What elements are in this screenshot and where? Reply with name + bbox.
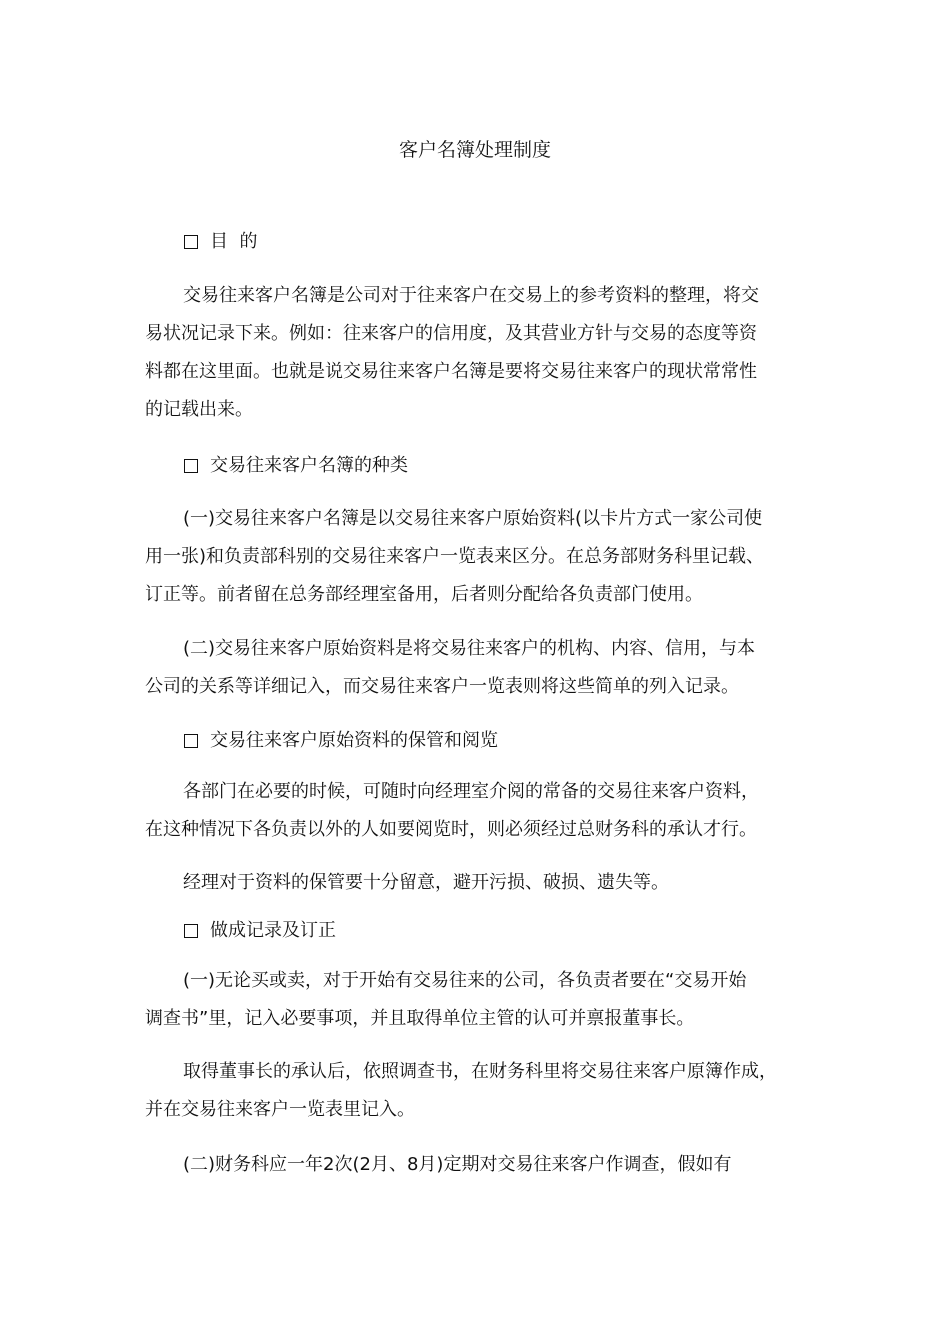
paragraph-line: (二)财务科应一年2次(2月、8月)定期对交易往来客户作调查，假如有: [183, 1154, 732, 1175]
checkbox-square-icon: [184, 734, 198, 748]
section-heading-storage: [184, 729, 498, 753]
checkbox-square-icon: [184, 924, 198, 938]
paragraph-line: 用一张)和负责部科别的交易往来客户一览表来区分。在总务部财务科里记载、: [145, 546, 765, 567]
section-heading-label: 做成记录及订正: [210, 920, 336, 941]
paragraph-line: 料都在这里面。也就是说交易往来客户名簿是要将交易往来客户的现状常常性: [145, 361, 757, 382]
section-heading-records: [184, 919, 336, 943]
paragraph-line: 易状况记录下来。例如：往来客户的信用度，及其营业方针与交易的态度等资: [145, 323, 757, 344]
paragraph-records-2: [145, 1053, 810, 1129]
paragraph-line: (一)无论买或卖，对于开始有交易往来的公司，各负责者要在“交易开始: [183, 970, 747, 991]
checkbox-square-icon: [184, 459, 198, 473]
paragraph-line: 经理对于资料的保管要十分留意，避开污损、破损、遗失等。: [183, 872, 669, 893]
section-heading-purpose: [184, 230, 257, 254]
paragraph-line: 订正等。前者留在总务部经理室备用，后者则分配给各负责部门使用。: [145, 584, 703, 605]
paragraph-records-3: [145, 1146, 810, 1184]
section-heading-label: 交易往来客户原始资料的保管和阅览: [210, 730, 498, 751]
paragraph-line: 并在交易往来客户一览表里记入。: [145, 1099, 415, 1120]
paragraph-line: (二)交易往来客户原始资料是将交易往来客户的机构、内容、信用，与本: [183, 638, 756, 659]
paragraph-types-2: [145, 630, 810, 706]
paragraph-storage-2: [145, 864, 810, 902]
paragraph-types-1: [145, 500, 810, 614]
paragraph-records-1: [145, 962, 810, 1038]
checkbox-square-icon: [184, 235, 198, 249]
paragraph-line: 在这种情况下各负责以外的人如要阅览时，则必须经过总财务科的承认才行。: [145, 819, 757, 840]
paragraph-line: 公司的关系等详细记入，而交易往来客户一览表则将这些简单的列入记录。: [145, 676, 739, 697]
section-heading-label: 目 的: [210, 231, 258, 252]
paragraph-line: (一)交易往来客户名簿是以交易往来客户原始资料(以卡片方式一家公司使: [183, 508, 763, 529]
paragraph-line: 交易往来客户名簿是公司对于往来客户在交易上的参考资料的整理，将交: [183, 285, 759, 306]
document-title: 客户名簿处理制度: [398, 139, 551, 161]
paragraph-line: 调查书”里，记入必要事项，并且取得单位主管的认可并禀报董事长。: [145, 1008, 695, 1029]
paragraph-line: 的记载出来。: [145, 399, 253, 420]
paragraph-line: 各部门在必要的时候，可随时向经理室介阅的常备的交易往来客户资料，: [183, 781, 759, 802]
paragraph-storage-1: [145, 773, 810, 849]
section-heading-types: [184, 454, 408, 478]
paragraph-line: 取得董事长的承认后，依照调查书，在财务科里将交易往来客户原簿作成，: [183, 1061, 777, 1082]
paragraph-purpose: [145, 277, 810, 429]
section-heading-label: 交易往来客户名簿的种类: [210, 455, 408, 476]
